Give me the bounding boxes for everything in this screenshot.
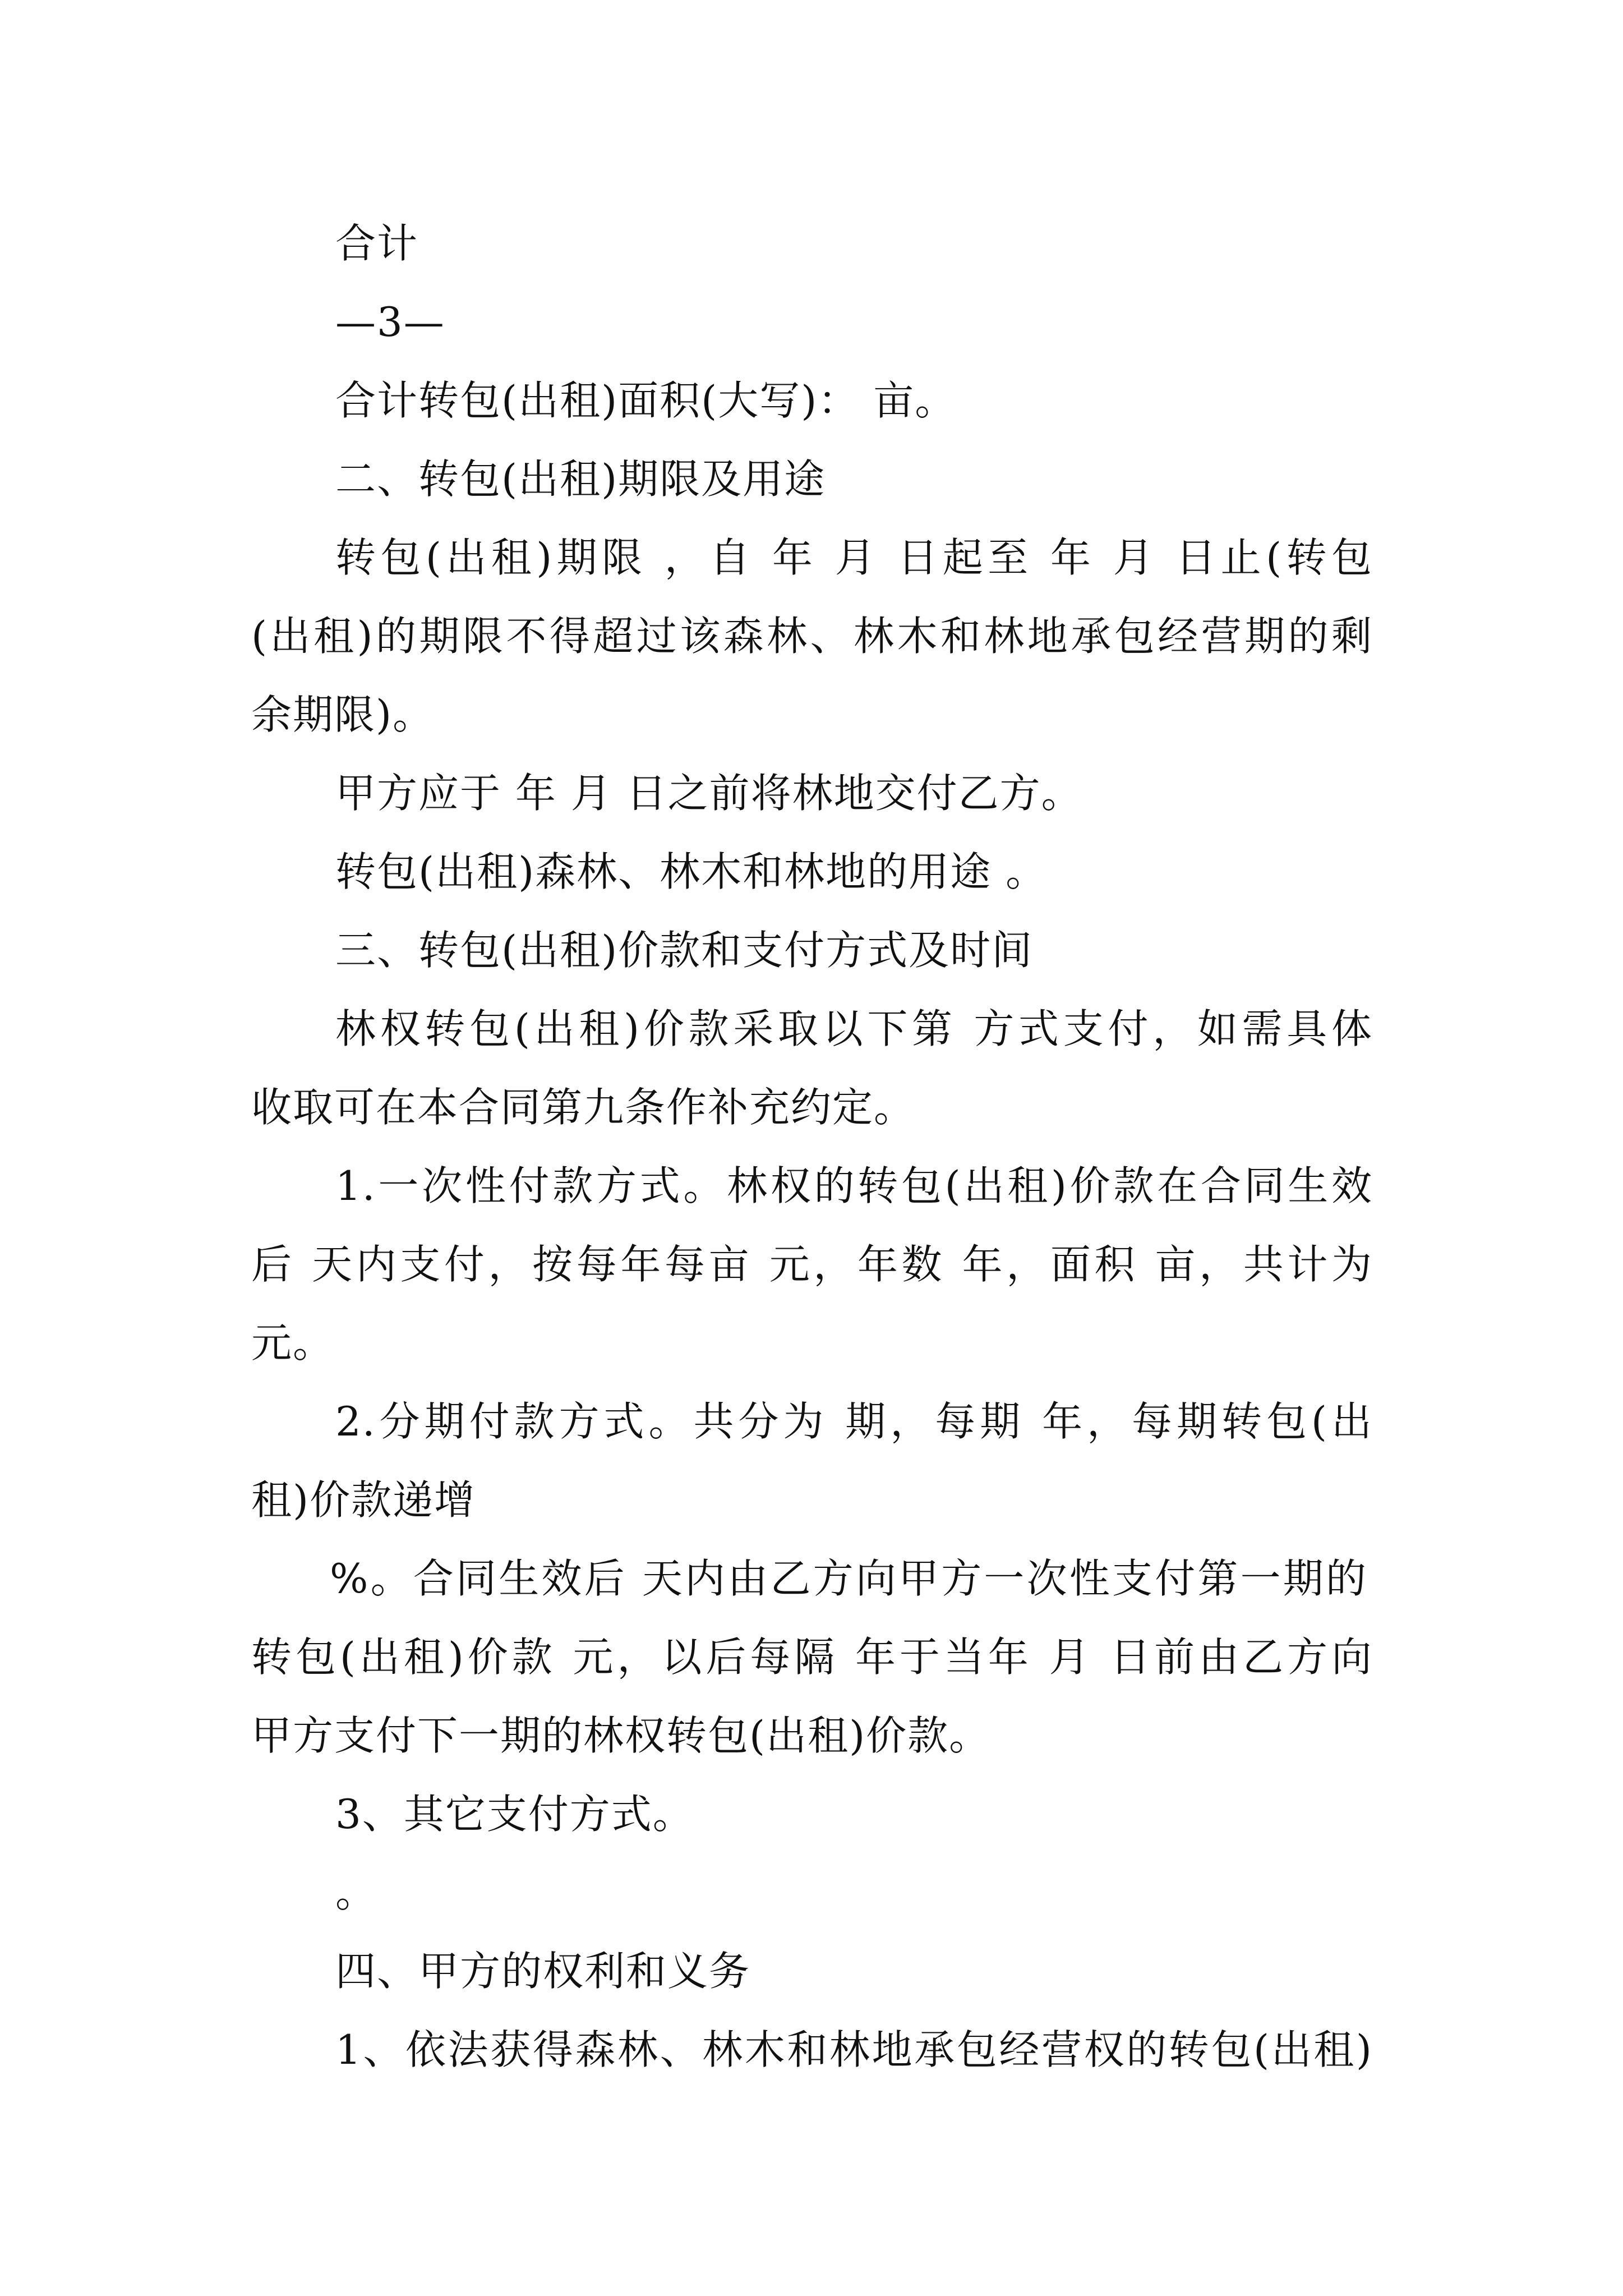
paragraph-installment-line-2: 租)价款递增 bbox=[251, 1476, 476, 1524]
page-number: —3— bbox=[335, 298, 445, 346]
paragraph-lump-sum-line-3: 元。 bbox=[251, 1319, 335, 1366]
paragraph-payment-line-2: 收取可在本合同第九条作补充约定。 bbox=[251, 1084, 916, 1131]
section-heading-3: 三、转包(出租)价款和支付方式及时间 bbox=[335, 927, 1034, 974]
text-line-total-area: 合计转包(出租)面积(大写)： 亩。 bbox=[335, 377, 957, 424]
paragraph-term-line-3: 余期限)。 bbox=[251, 691, 435, 738]
section-heading-4: 四、甲方的权利和义务 bbox=[335, 1948, 751, 1995]
paragraph-term-line-2: (出租)的期限不得超过该森林、林木和林地承包经营期的剩 bbox=[251, 613, 1373, 660]
text-line-other-payment: 3、其它支付方式。 bbox=[335, 1791, 694, 1838]
paragraph-rights-line-1: 1、依法获得森林、林木和林地承包经营权的转包(出租) bbox=[335, 2026, 1373, 2073]
paragraph-lump-sum-line-1: 1.一次性付款方式。林权的转包(出租)价款在合同生效 bbox=[335, 1162, 1373, 1209]
paragraph-installment-line-1: 2.分期付款方式。共分为 期，每期 年，每期转包(出 bbox=[335, 1398, 1373, 1445]
text-line-delivery: 甲方应于 年 月 日之前将林地交付乙方。 bbox=[335, 770, 1083, 817]
section-heading-2: 二、转包(出租)期限及用途 bbox=[335, 455, 826, 503]
paragraph-installment-line-5: 甲方支付下一期的林权转包(出租)价款。 bbox=[251, 1712, 991, 1759]
paragraph-installment-line-3: %。合同生效后 天内由乙方向甲方一次性支付第一期的 bbox=[330, 1555, 1367, 1602]
paragraph-payment-line-1: 林权转包(出租)价款采取以下第 方式支付，如需具体 bbox=[335, 1005, 1373, 1052]
paragraph-lump-sum-line-2: 后 天内支付，按每年每亩 元，年数 年，面积 亩，共计为 bbox=[251, 1241, 1373, 1288]
paragraph-term-line-1: 转包(出租)期限 ，自 年 月 日起至 年 月 日止(转包 bbox=[335, 534, 1373, 581]
text-line-period: 。 bbox=[335, 1869, 377, 1916]
text-line-usage: 转包(出租)森林、林木和林地的用途 。 bbox=[335, 848, 1048, 895]
paragraph-installment-line-4: 转包(出租)价款 元，以后每隔 年于当年 月 日前由乙方向 bbox=[251, 1634, 1373, 1681]
text-line-heji: 合计 bbox=[335, 220, 419, 267]
